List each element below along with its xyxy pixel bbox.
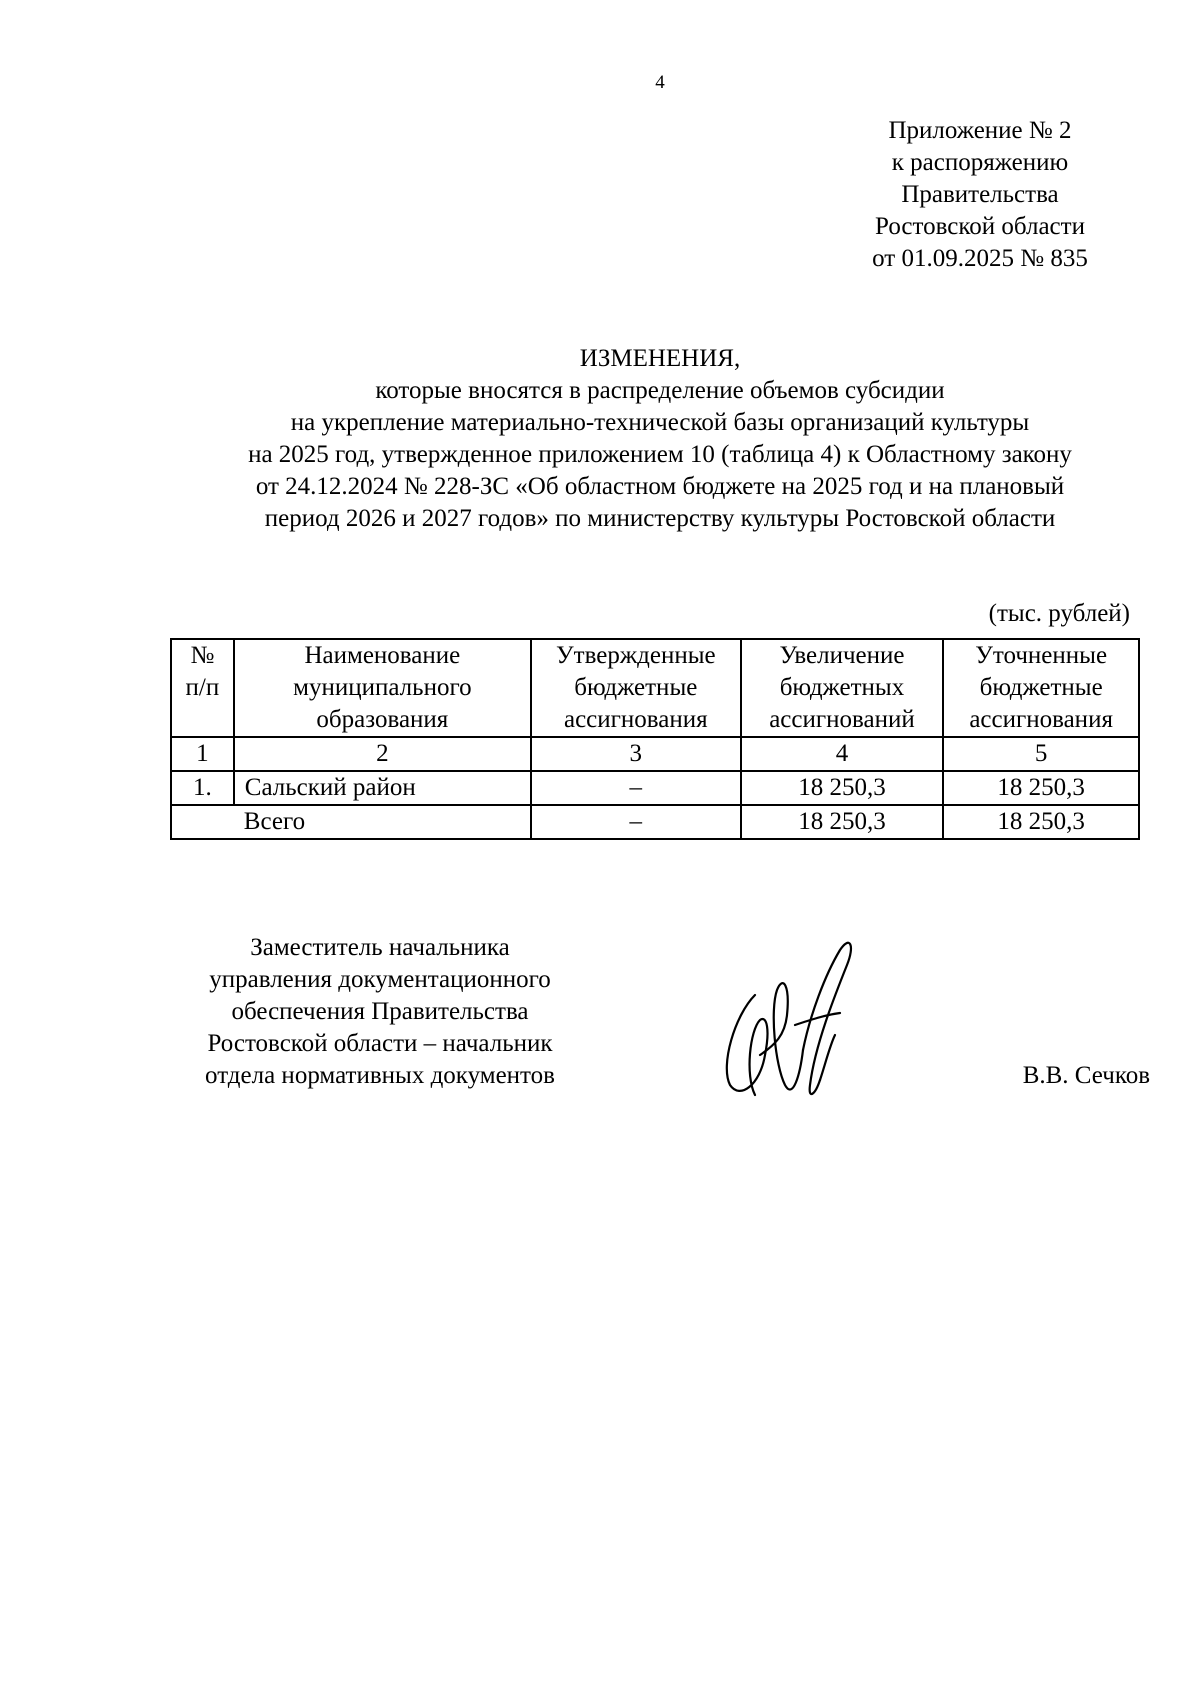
header-cell-name: Наименование муниципального образования bbox=[234, 639, 531, 737]
row-refined: 18 250,3 bbox=[943, 771, 1139, 805]
total-row bbox=[171, 805, 1139, 839]
units-label: (тыс. рублей) bbox=[988, 600, 1130, 627]
heading-line: на 2025 год, утвержденное приложением 10 (таблица 4) к Областному закону bbox=[248, 441, 1072, 468]
total-empty-cell bbox=[171, 805, 234, 839]
row-name: Сальский район bbox=[234, 771, 531, 805]
total-refined: 18 250,3 bbox=[943, 805, 1139, 839]
heading-line: которые вносятся в распределение объемов субсидии bbox=[375, 377, 945, 404]
column-number: 2 bbox=[234, 737, 531, 771]
page-number: 4 bbox=[655, 72, 665, 93]
table-row bbox=[171, 771, 1139, 805]
total-label: Всего bbox=[234, 805, 531, 839]
signatory-title-line: Заместитель начальника bbox=[250, 934, 510, 961]
subsidy-table bbox=[170, 638, 1140, 840]
column-number: 3 bbox=[531, 737, 741, 771]
heading-line: на укрепление материально-технической базы организаций культуры bbox=[290, 409, 1030, 436]
header-cell-refined: Уточненные бюджетные ассигнования bbox=[943, 639, 1139, 737]
header-cell-number: № п/п bbox=[171, 639, 234, 737]
handwritten-signature bbox=[715, 935, 865, 1105]
signatory-name: В.В. Сечков bbox=[1022, 1062, 1150, 1089]
annex-line: от 01.09.2025 № 835 bbox=[872, 245, 1088, 272]
signatory-title-line: обеспечения Правительства bbox=[231, 998, 529, 1025]
annex-line: Правительства bbox=[901, 181, 1059, 208]
signatory-title-line: Ростовской области – начальник bbox=[207, 1030, 553, 1057]
total-increase: 18 250,3 bbox=[741, 805, 944, 839]
row-approved: – bbox=[531, 771, 741, 805]
signatory-title-line: управления документационного bbox=[209, 966, 551, 993]
annex-line: Ростовской области bbox=[875, 213, 1085, 240]
heading-line: период 2026 и 2027 годов» по министерству культуры Ростовской области bbox=[264, 505, 1056, 532]
row-number: 1. bbox=[171, 771, 234, 805]
annex-line: к распоряжению bbox=[891, 149, 1069, 176]
document-heading bbox=[160, 343, 1160, 535]
signatory-title-line: отдела нормативных документов bbox=[205, 1062, 555, 1089]
table-header-row bbox=[171, 639, 1139, 737]
column-number: 4 bbox=[741, 737, 944, 771]
column-number-row bbox=[171, 737, 1139, 771]
annex-line: Приложение № 2 bbox=[888, 117, 1072, 144]
column-number: 5 bbox=[943, 737, 1139, 771]
row-increase: 18 250,3 bbox=[741, 771, 944, 805]
heading-title: ИЗМЕНЕНИЯ, bbox=[579, 345, 741, 372]
header-cell-increase: Увеличение бюджетных ассигнований bbox=[741, 639, 944, 737]
total-approved: – bbox=[531, 805, 741, 839]
column-number: 1 bbox=[171, 737, 234, 771]
header-cell-approved: Утвержденные бюджетные ассигнования bbox=[531, 639, 741, 737]
heading-line: от 24.12.2024 № 228-ЗС «Об областном бюджете на 2025 год и на плановый bbox=[255, 473, 1065, 500]
signatory-title bbox=[170, 932, 590, 1092]
annex-block bbox=[840, 115, 1120, 275]
